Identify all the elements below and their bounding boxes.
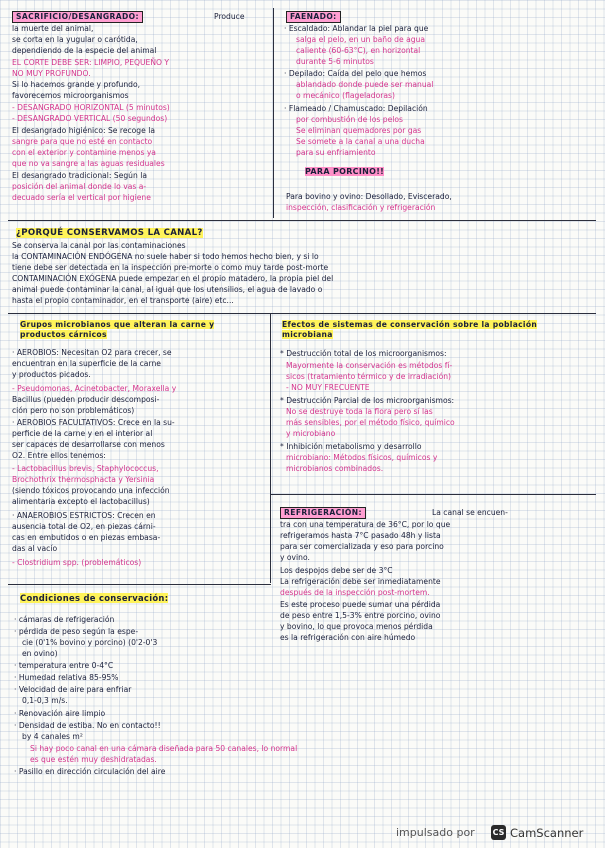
conditions-line: · temperatura entre 0-4°C: [14, 661, 114, 670]
effects-line: * Inhibición metabolismo y desarrollo: [280, 442, 422, 451]
horizontal-divider-left-bottom: [8, 584, 271, 585]
faenado-line: caliente (60-63°C), en horizontal: [296, 46, 421, 55]
groups-line: y productos picados.: [12, 370, 91, 379]
groups-line: perficie de la carne y en el interior al: [12, 429, 153, 438]
horizontal-divider-top: [8, 220, 596, 221]
conditions-line: · Velocidad de aire para enfriar: [14, 685, 132, 694]
camscanner-brand: CamScanner: [510, 826, 584, 840]
sacrificio-title: SACRIFICIO/DESANGRADO:: [12, 11, 143, 23]
refrigeration-title: REFRIGERACIÓN:: [280, 507, 366, 519]
refrigeration-line: y bovino, lo que provoca menos pérdida: [280, 622, 433, 631]
sacrificio-line: posición del animal donde lo vas a-: [12, 182, 147, 191]
sacrificio-line: Produce: [214, 12, 245, 21]
conditions-line: · Pasillo en dirección circulación del aire: [14, 767, 166, 776]
faenado-line: para su enfriamiento: [296, 148, 376, 157]
refrigeration-line: de peso entre 1,5-3% entre porcino, ovino: [280, 611, 441, 620]
sacrificio-line: decuado sería el vertical por higiene: [12, 193, 151, 202]
effects-line: microbiano: Métodos físicos, químicos y: [286, 453, 438, 462]
refrigeration-line: La refrigeración debe ser inmediatamente: [280, 577, 441, 586]
faenado-line: por combustión de los pelos: [296, 115, 404, 124]
conditions-line: · pérdida de peso según la espe-: [14, 627, 139, 636]
refrigeration-line: tra con una temperatura de 36°C, por lo que: [280, 520, 451, 529]
effects-line: * Destrucción total de los microorganismos:: [280, 349, 447, 358]
faenado-line: salga el pelo, en un baño de agua: [296, 35, 426, 44]
effects-line: No se destruye toda la flora pero sí las: [286, 407, 433, 416]
faenado-line: Para bovino y ovino: Desollado, Eviscerado,: [286, 192, 452, 201]
groups-line: alimentaria excepto el lactobacillus): [12, 497, 150, 506]
faenado-line: · Escaldado: Ablandar la piel para que: [284, 24, 429, 33]
sacrificio-line: favorecemos microorganismos: [12, 91, 129, 100]
groups-title: Grupos microbianos que alteran la carne y productos cárnicos: [20, 320, 215, 340]
groups-line: O2. Entre ellos tenemos:: [12, 451, 106, 460]
groups-line: cas en embutidos o en piezas embasa-: [12, 533, 161, 542]
groups-line: Brochothrix thermosphacta y Yersinia: [12, 475, 155, 484]
refrigeration-line: refrigeramos hasta 7°C pasado 48h y lista: [280, 531, 441, 540]
faenado-line: o mecánico (flageladoras): [296, 91, 395, 100]
conditions-line: by 4 canales m²: [22, 732, 83, 741]
sacrificio-line: EL CORTE DEBE SER: LIMPIO, PEQUEÑO Y: [12, 58, 170, 67]
faenado-line: Se somete a la canal a una ducha: [296, 137, 425, 146]
groups-line: · ANAEROBIOS ESTRICTOS: Crecen en: [12, 511, 156, 520]
vertical-divider-bottom: [270, 313, 271, 583]
sacrificio-line: dependiendo de la especie del animal: [12, 46, 157, 55]
porque-line: hasta el propio contaminador, en el transporte (aire) etc...: [12, 296, 234, 305]
effects-title: Efectos de sistemas de conservación sobre la población microbiana: [282, 320, 538, 340]
faenado-line: ablandado donde puede ser manual: [296, 80, 434, 89]
groups-line: · AEROBIOS FACULTATIVOS: Crece en la su-: [12, 418, 175, 427]
effects-line: y microbiano: [286, 429, 336, 438]
faenado-line: · Depilado: Caída del pelo que hemos: [284, 69, 427, 78]
effects-line: * Destrucción Parcial de los microorganismos:: [280, 396, 455, 405]
effects-line: microbianos combinados.: [286, 464, 384, 473]
refrigeration-line: y ovino.: [280, 553, 310, 562]
conditions-line: 0,1-0,3 m/s.: [22, 696, 68, 705]
powered-by-label: impulsado por: [396, 826, 475, 839]
sacrificio-line: El desangrado tradicional: Según la: [12, 171, 147, 180]
faenado-title: FAENADO:: [286, 11, 341, 23]
sacrificio-line: El desangrado higiénico: Se recoge la: [12, 126, 155, 135]
conditions-line: Si hay poco canal en una cámara diseñada para 50 canales, lo normal: [30, 744, 298, 753]
faenado-line: durante 5-6 minutos: [296, 57, 374, 66]
groups-line: ción pero no son problemáticos): [12, 406, 135, 415]
faenado-line: inspección, clasificación y refrigeración: [286, 203, 436, 212]
porque-line: animal puede contaminar la canal, al igual que los utensilios, el agua de lavado o: [12, 285, 323, 294]
effects-line: Mayormente la conservación es métodos fí-: [286, 361, 453, 370]
porque-line: Se conserva la canal por las contaminaciones: [12, 241, 186, 250]
refrigeration-line: es la refrigeración con aire húmedo: [280, 633, 416, 642]
porque-line: CONTAMINACIÓN EXÓGENA puede empezar en el propio matadero, la propia piel del: [12, 274, 334, 283]
refrigeration-line: Los despojos debe ser de 3°C: [280, 566, 393, 575]
sacrificio-line: - DESANGRADO VERTICAL (50 segundos): [12, 114, 168, 123]
groups-line: das al vacío: [12, 544, 58, 553]
sacrificio-line: - DESANGRADO HORIZONTAL (5 minutos): [12, 103, 170, 112]
sacrificio-line: se corta en la yugular o carótida,: [12, 35, 138, 44]
sacrificio-line: con el exterior y contamine menos ya: [12, 148, 156, 157]
groups-line: (siendo tóxicos provocando una infección: [12, 486, 170, 495]
conditions-line: en ovino): [22, 649, 58, 658]
sacrificio-line: que no va sangre a las aguas residuales: [12, 159, 165, 168]
faenado-line: · Flameado / Chamuscado: Depilación: [284, 104, 428, 113]
groups-line: · AEROBIOS: Necesitan O2 para crecer, se: [12, 348, 172, 357]
refrigeration-line: La canal se encuen-: [432, 508, 508, 517]
horizontal-divider-right: [271, 494, 596, 495]
horizontal-divider-middle: [8, 313, 596, 314]
groups-line: ser capaces de desarrollarse con menos: [12, 440, 165, 449]
conditions-line: · Densidad de estiba. No en contacto!!: [14, 721, 161, 730]
porque-line: tiene debe ser detectada en la inspección pre-morte o como muy tarde post-morte: [12, 263, 329, 272]
groups-line: encuentran en la superficie de la carne: [12, 359, 161, 368]
porque-line: la CONTAMINACIÓN ENDÓGENA no suele haber si todo hemos hecho bien, y si lo: [12, 252, 319, 261]
sacrificio-line: NO MUY PROFUNDO.: [12, 69, 91, 78]
conditions-line: · Humedad relativa 85-95%: [14, 673, 119, 682]
vertical-divider-top: [273, 8, 274, 218]
conditions-line: es que estén muy deshidratadas.: [30, 755, 157, 764]
conditions-line: · cámaras de refrigeración: [14, 615, 115, 624]
effects-line: más sensibles, por el método físico, químico: [286, 418, 455, 427]
porque-title: ¿PORQUÉ CONSERVAMOS LA CANAL?: [16, 228, 203, 238]
faenado-line: PARA PORCINO!!: [305, 167, 385, 176]
conditions-line: · Renovación aire limpio: [14, 709, 106, 718]
refrigeration-line: para ser comercializada y eso para porcino: [280, 542, 444, 551]
groups-line: - Lactobacillus brevis, Staphylococcus,: [12, 464, 159, 473]
groups-line: ausencia total de O2, en piezas cárni-: [12, 522, 156, 531]
effects-line: sicos (tratamiento térmico y de irradiación): [286, 372, 451, 381]
sacrificio-line: la muerte del animal,: [12, 24, 94, 33]
conditions-line: cie (0'1% bovino y porcino) (0'2-0'3: [22, 638, 158, 647]
conditions-title: Condiciones de conservación:: [20, 593, 169, 603]
groups-line: Bacillus (pueden producir descomposi-: [12, 395, 160, 404]
refrigeration-line: Es este proceso puede sumar una pérdida: [280, 600, 441, 609]
groups-line: - Pseudomonas, Acinetobacter, Moraxella y: [12, 384, 177, 393]
sacrificio-line: sangre para que no esté en contacto: [12, 137, 153, 146]
sacrificio-line: Si lo hacemos grande y profundo,: [12, 80, 141, 89]
effects-line: - NO MUY FRECUENTE: [286, 383, 370, 392]
camscanner-logo-icon: CS: [491, 825, 506, 840]
faenado-line: Se eliminan quemadores por gas: [296, 126, 422, 135]
refrigeration-line: después de la inspección post-mortem.: [280, 588, 430, 597]
groups-line: - Clostridium spp. (problemáticos): [12, 558, 142, 567]
